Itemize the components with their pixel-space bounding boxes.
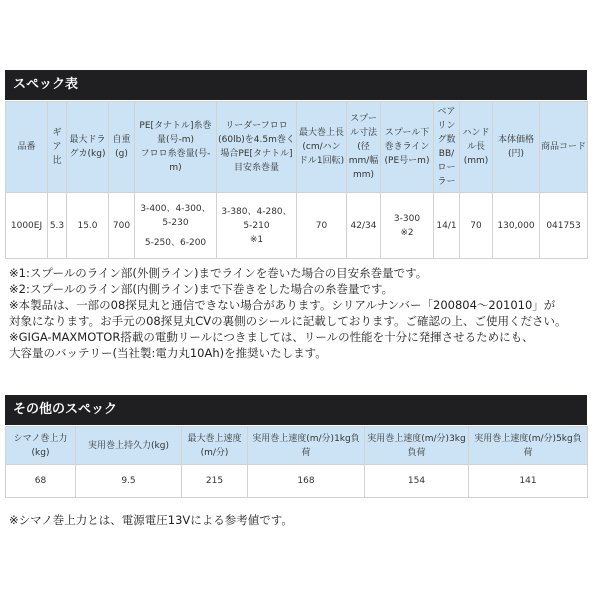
cell-speed-3kg: 154	[365, 465, 469, 498]
header-bearings: ベアリング数BB/ローラー	[434, 102, 460, 193]
header-underline: スプール下巻きライン(PE号ーm)	[381, 102, 434, 193]
header-speed-1kg: 実用巻上速度(m/分)1kg負荷	[248, 427, 365, 465]
other-spec-table	[5, 426, 588, 498]
cell-speed-5kg: 141	[469, 465, 588, 498]
header-fluoro-capacity: フロロ糸巻量(号-m)	[140, 149, 211, 173]
cell-speed-1kg: 168	[248, 465, 365, 498]
note-line: ※1:スプールのライン部(外側ライン)までラインを巻いた場合の目安糸巻量です。	[9, 266, 428, 280]
header-pe-capacity: PE[タナトル]糸巻量(号-m)	[139, 121, 212, 145]
leader-pe-note: ※1	[249, 234, 264, 245]
note-line: ※本製品は、一部の08探見丸と通信できない場合があります。シリアルナンバー「200804～201010」が	[9, 298, 556, 312]
cell-endurance: 9.5	[76, 465, 182, 498]
table-row	[6, 465, 588, 498]
cell-spool-size: 42/34	[347, 193, 381, 259]
cell-leader-pe-capacity: 3-380、4-280、5-210 ※1	[217, 193, 297, 259]
cell-weight: 700	[109, 193, 135, 259]
header-gear-ratio: ギア比	[48, 102, 67, 193]
cell-model: 1000EJ	[6, 193, 48, 259]
header-price: 本体価格(円)	[493, 102, 540, 193]
table-row	[6, 193, 588, 259]
note-line: ※2:スプールのライン部(内側ライン)まで下巻きをした場合の糸巻量です。	[9, 282, 394, 296]
header-speed-5kg: 実用巻上速度(m/分)5kg負荷	[469, 427, 588, 465]
header-model: 品番	[6, 102, 48, 193]
spec-notes	[9, 265, 566, 361]
cell-underline: 3-300 ※2	[381, 193, 434, 259]
cell-line-capacity	[135, 193, 217, 259]
cell-shimano-lift: 68	[6, 465, 76, 498]
header-code: 商品コード	[540, 102, 588, 193]
cell-max-drag: 15.0	[67, 193, 109, 259]
cell-code: 041753	[540, 193, 588, 259]
cell-max-speed: 215	[182, 465, 248, 498]
cell-fluoro-capacity: 5-250、6-200	[144, 237, 207, 248]
header-speed-3kg: 実用巻上速度(m/分)3kg負荷	[365, 427, 469, 465]
header-max-drag: 最大ドラグカ(kg)	[67, 102, 109, 193]
header-spool-size: スプール寸法(径mm/幅mm)	[347, 102, 381, 193]
other-note: ※シマノ巻上力とは、電源電圧13Vによる参考値です。	[9, 513, 293, 527]
header-leader-pe-capacity: リーダーフロロ(60lb)を4.5m巻く場合PE[タナトル]目安糸巻量	[217, 102, 297, 193]
cell-handle-length: 70	[460, 193, 493, 259]
header-handle-length: ハンドル長(mm)	[460, 102, 493, 193]
cell-gear-ratio: 5.3	[48, 193, 67, 259]
cell-pe-capacity: 3-400、4-300、5-230	[140, 203, 211, 228]
header-max-retrieve: 最大巻上長(cm/ハンドル1回転)	[297, 102, 347, 193]
header-endurance: 実用巻上持久力(kg)	[76, 427, 182, 465]
note-line: 大容量のバッテリー(当社製:電力丸10Ah)を推奨いたします。	[9, 346, 327, 360]
underline-note: ※2	[400, 227, 414, 238]
other-header-row	[6, 427, 588, 465]
spec-section-title: スペック表	[5, 70, 587, 100]
other-section-title: その他のスペック	[5, 395, 587, 425]
spec-header-row	[6, 102, 588, 193]
header-line-capacity	[135, 102, 217, 193]
cell-price: 130,000	[493, 193, 540, 259]
note-line: ※GIGA-MAXMOTOR搭載の電動リールにつきましては、リールの性能を十分に発揮させるためにも、	[9, 330, 534, 344]
cell-bearings: 14/1	[434, 193, 460, 259]
note-line: 対象になります。お手元の08探見丸CVの裏側のシールに記載しております。ご確認の上、ご使用ください。	[9, 314, 567, 328]
cell-max-retrieve: 70	[297, 193, 347, 259]
spec-table	[5, 101, 588, 259]
header-weight: 自重(g)	[109, 102, 135, 193]
header-max-speed: 最大巻上速度(m/分)	[182, 427, 248, 465]
header-shimano-lift: シマノ巻上力(kg)	[6, 427, 76, 465]
